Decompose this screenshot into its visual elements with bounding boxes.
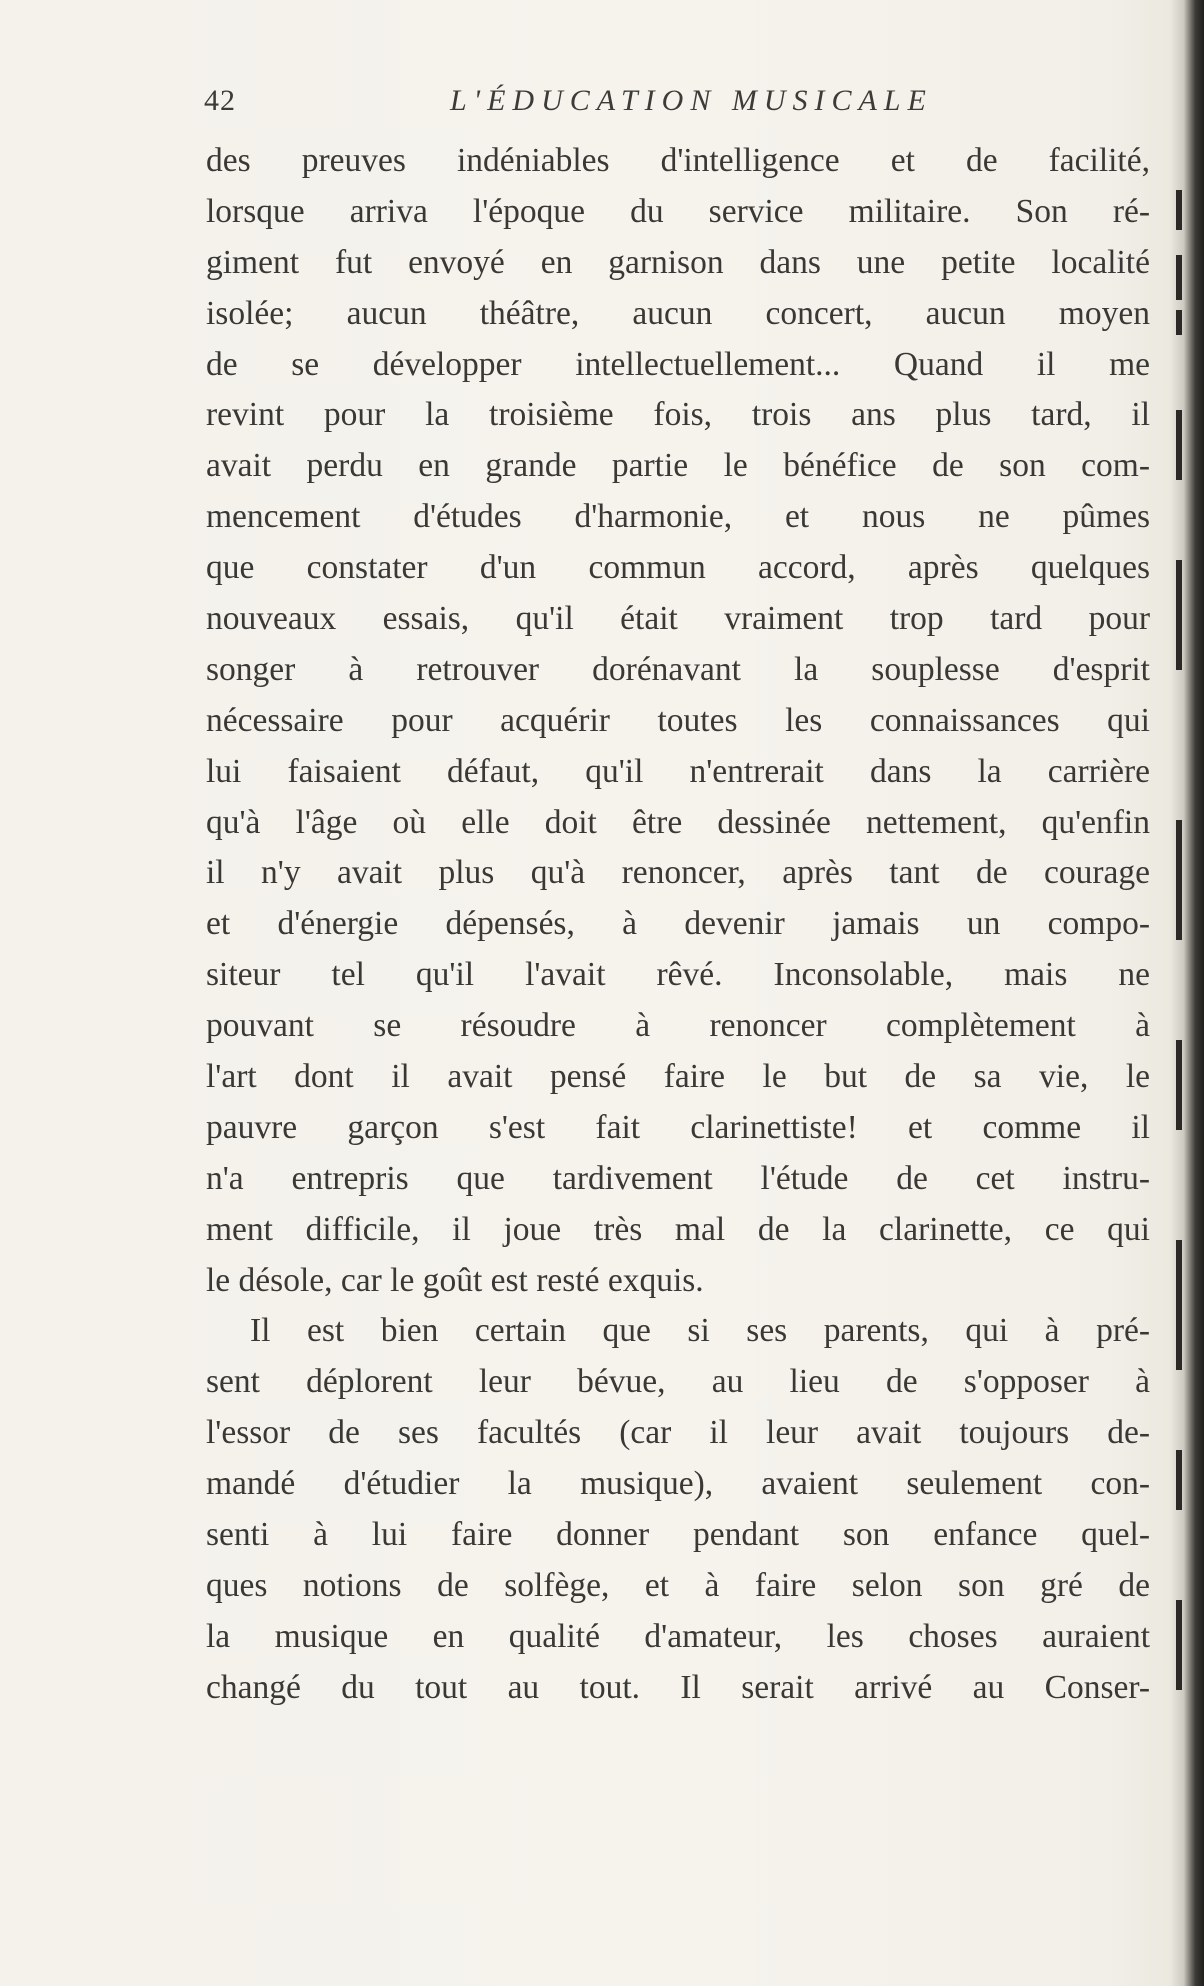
text-line: la musique en qualité d'amateur, les choses auraient: [206, 1617, 1150, 1655]
body-text: [206, 136, 1150, 1714]
page-edge-mark: [1176, 820, 1182, 940]
text-line: avait perdu en grande partie le bénéfice de son com-: [206, 447, 1150, 485]
text-line: ment difficile, il joue très mal de la clarinette, ce qui: [206, 1210, 1150, 1248]
page-edge-mark: [1176, 255, 1182, 300]
text-line: des preuves indéniables d'intelligence et de facilité,: [206, 142, 1150, 179]
text-line: qu'à l'âge où elle doit être dessinée nettement, qu'enfin: [206, 803, 1150, 841]
text-line: l'art dont il avait pensé faire le but de sa vie, le: [206, 1058, 1150, 1096]
page-number: 42: [204, 84, 236, 117]
text-line: de se développer intellectuellement... Quand il me: [206, 345, 1150, 383]
text-line: ques notions de solfège, et à faire selon son gré de: [206, 1566, 1150, 1604]
text-line: pouvant se résoudre à renoncer complètement à: [206, 1007, 1150, 1045]
text-line: l'essor de ses facultés (car il leur avait toujours de-: [206, 1414, 1150, 1452]
text-line: songer à retrouver dorénavant la souplesse d'esprit: [206, 650, 1150, 688]
page-edge-mark: [1176, 560, 1182, 670]
page-edge-mark: [1176, 1600, 1182, 1690]
paragraph-start-line: Il est bien certain que si ses parents, qui à pré-: [250, 1312, 1150, 1350]
text-line: isolée; aucun théâtre, aucun concert, aucun moyen: [206, 294, 1150, 332]
text-line: n'a entrepris que tardivement l'étude de cet instru-: [206, 1159, 1150, 1197]
text-line: mencement d'études d'harmonie, et nous ne pûmes: [206, 498, 1150, 536]
text-line: changé du tout au tout. Il serait arrivé au Conser-: [206, 1668, 1150, 1706]
text-line: nouveaux essais, qu'il était vraiment trop tard pour: [206, 600, 1150, 638]
text-line: il n'y avait plus qu'à renoncer, après tant de courage: [206, 854, 1150, 892]
page-header: [204, 84, 1164, 128]
text-line: sent déplorent leur bévue, au lieu de s'opposer à: [206, 1363, 1150, 1401]
text-line: mandé d'étudier la musique), avaient seulement con-: [206, 1465, 1150, 1503]
text-line: senti à lui faire donner pendant son enfance quel-: [206, 1516, 1150, 1554]
text-line: que constater d'un commun accord, après quelques: [206, 549, 1150, 587]
paragraph-end-line: le désole, car le goût est resté exquis.: [206, 1261, 704, 1299]
text-line: giment fut envoyé en garnison dans une petite localité: [206, 243, 1150, 281]
page-edge-mark: [1176, 1450, 1182, 1510]
running-title: L'ÉDUCATION MUSICALE: [450, 84, 933, 117]
text-line: et d'énergie dépensés, à devenir jamais un compo-: [206, 905, 1150, 943]
text-line: pauvre garçon s'est fait clarinettiste! et comme il: [206, 1108, 1150, 1146]
page-edge-mark: [1176, 310, 1182, 335]
text-line: nécessaire pour acquérir toutes les connaissances qui: [206, 701, 1150, 739]
page-edge-mark: [1176, 190, 1182, 230]
page-edge-mark: [1176, 1240, 1182, 1370]
text-line: lorsque arriva l'époque du service militaire. Son ré-: [206, 192, 1150, 230]
text-line: siteur tel qu'il l'avait rêvé. Inconsolable, mais ne: [206, 956, 1150, 994]
text-line: revint pour la troisième fois, trois ans plus tard, il: [206, 396, 1150, 434]
page-edge-mark: [1176, 1040, 1182, 1130]
text-line: lui faisaient défaut, qu'il n'entrerait dans la carrière: [206, 752, 1150, 790]
page-edge-mark: [1176, 410, 1182, 480]
